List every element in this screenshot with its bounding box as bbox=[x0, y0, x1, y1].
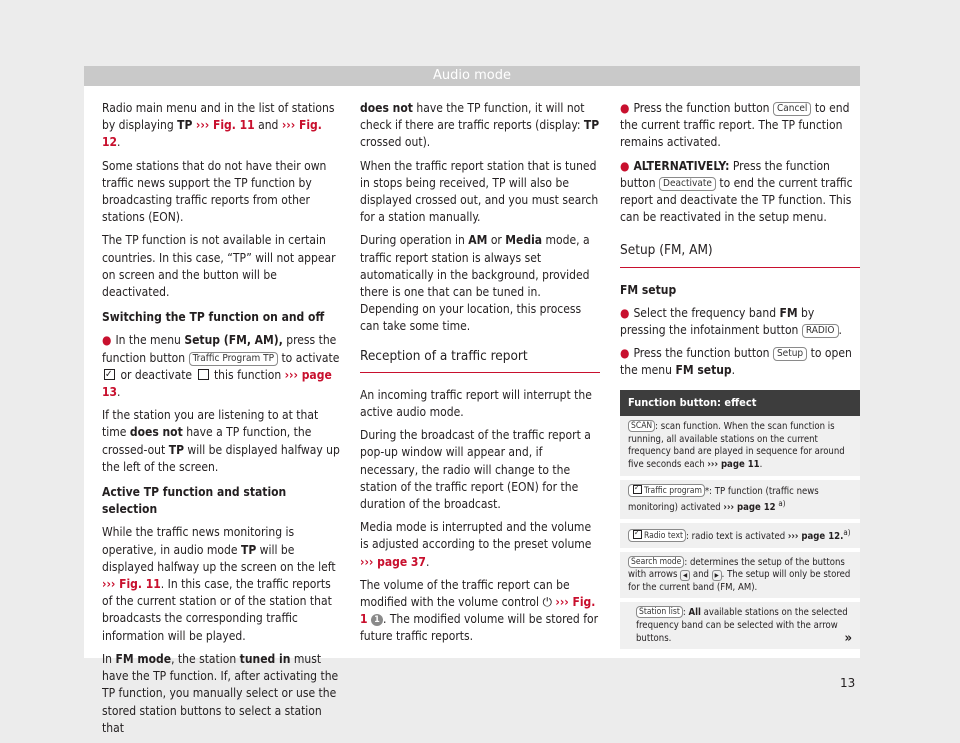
paragraph: Some stations that do not have their own traffic news support the TP function by broadcasting traffic reports from other stations (EON). bbox=[102, 158, 327, 225]
text: to end the current traffic report. The TP function remains activated. bbox=[620, 101, 850, 150]
setup-button[interactable]: Setup bbox=[773, 347, 807, 361]
station-list-button[interactable]: Station list bbox=[636, 606, 683, 618]
text: will be displayed halfway up the screen on the left bbox=[102, 542, 336, 574]
text: , the station bbox=[171, 651, 237, 666]
footnote-marker: a) bbox=[778, 499, 786, 509]
paragraph: During the broadcast of the traffic report a pop-up window will appear and, if necessary, the radio will change to the station of the traffic report (EON) for the duration of the broadcast. bbox=[360, 428, 591, 512]
text: The volume of the traffic report can be modified with the volume control bbox=[360, 577, 570, 610]
arrow-left-icon[interactable]: ◀ bbox=[680, 570, 690, 581]
bullet-item bbox=[620, 100, 860, 152]
paragraph: While the traffic news monitoring is operative, in audio mode TP will be displayed halfway up the screen on the left ››› Fig. 11. In this case, the traffic reports of the current station or of the station that broadcasts the corresponding traffic information will be played. bbox=[102, 525, 336, 643]
heading-rule bbox=[360, 372, 372, 373]
traffic-program-button[interactable]: Traffic Program TP bbox=[189, 352, 278, 366]
function-button-table bbox=[620, 390, 860, 654]
radio-text-button[interactable] bbox=[628, 529, 686, 542]
paragraph: An incoming traffic report will interrupt the active audio mode. bbox=[360, 387, 592, 420]
deactivate-button[interactable]: Deactivate bbox=[659, 177, 716, 191]
bullet-icon: ● bbox=[620, 158, 630, 173]
text: crossed out). bbox=[360, 135, 431, 150]
fig-1-link[interactable]: ››› Fig. 1 bbox=[360, 595, 596, 627]
text: will be displayed halfway up the left of the screen. bbox=[102, 442, 340, 474]
heading-rule bbox=[620, 267, 632, 268]
text: : radio text is activated bbox=[685, 531, 786, 543]
text: : scan function. When the scan function is running, all available stations on the current frequency band are played in sequence for around five seconds each bbox=[628, 421, 845, 471]
text: Press the function button bbox=[620, 158, 830, 190]
paragraph bbox=[360, 100, 600, 152]
paragraph: When the traffic report station that is tuned in stops being received, TP will also be displayed crossed out, and you must search for a station manually. bbox=[360, 158, 599, 225]
subheading: FM setup bbox=[620, 282, 677, 297]
paragraph bbox=[102, 651, 342, 737]
section-title: Setup (FM, AM) bbox=[620, 242, 713, 259]
bullet-icon: ● bbox=[620, 305, 630, 320]
text: mode, a traffic report station is always set automatically in the background, provided there is one that can be tuned in. Depending on your location, this process can take some time. bbox=[360, 233, 590, 334]
tp-label: TP bbox=[168, 442, 184, 457]
checkbox-checked-icon bbox=[104, 369, 115, 380]
text: . The setup will only be stored for the current band (FM, AM). bbox=[628, 569, 851, 593]
emphasis: FM mode bbox=[115, 651, 172, 666]
emphasis: Media bbox=[505, 233, 543, 248]
bullet-icon: ● bbox=[620, 346, 630, 361]
text: In the menu bbox=[115, 333, 181, 348]
text: must have the TP function. If, after activating the TP function, you manually select or use the stored station buttons to select a station that bbox=[102, 651, 339, 735]
text: or deactivate bbox=[120, 367, 193, 382]
scan-button[interactable]: SCAN bbox=[628, 420, 655, 432]
page-number: 13 bbox=[840, 676, 856, 690]
subheading: Active TP function and station selection bbox=[102, 485, 287, 517]
text: to end the current traffic report and deactivate the TP function. This can be reactivated in the setup menu. bbox=[620, 175, 853, 225]
continued-icon: » bbox=[844, 630, 852, 646]
fig-11-link[interactable]: ››› Fig. 11 bbox=[102, 577, 161, 592]
cancel-button[interactable]: Cancel bbox=[773, 102, 811, 116]
column-1 bbox=[102, 100, 342, 743]
footnote-marker: a) bbox=[843, 527, 851, 537]
text: have a TP function, the crossed-out bbox=[102, 425, 312, 457]
text: If the station you are listening to at that time bbox=[102, 408, 319, 440]
fig-12-link[interactable]: ››› Fig. 12 bbox=[102, 118, 322, 150]
column-2 bbox=[360, 100, 600, 652]
text: or bbox=[490, 233, 502, 248]
volume-control-icon: ⏻ bbox=[542, 595, 552, 610]
emphasis: ALTERNATIVELY: bbox=[633, 158, 730, 173]
button-label: Radio text bbox=[644, 531, 683, 542]
tp-label: TP bbox=[583, 118, 600, 133]
button-label: Traffic program bbox=[644, 485, 702, 496]
text: and bbox=[692, 569, 709, 581]
paragraph: Radio main menu and in the list of stations by displaying TP ››› Fig. 11 and ››› Fig. 12. bbox=[102, 101, 335, 150]
text: available stations on the selected frequency band can be selected with the arrow buttons. bbox=[636, 607, 848, 644]
text: Press the function button bbox=[633, 101, 770, 115]
bullet-item: ● Select the frequency band FM by pressing the infotainment button RADIO . bbox=[620, 305, 842, 338]
checkbox-checked-icon bbox=[633, 530, 642, 539]
emphasis: does not bbox=[360, 101, 413, 115]
heading-rule bbox=[632, 267, 860, 268]
text: Media mode is interrupted and the volume is adjusted according to the preset volume bbox=[360, 520, 592, 552]
section-heading bbox=[620, 242, 860, 267]
text: and bbox=[258, 118, 279, 133]
bullet-icon: ● bbox=[102, 333, 112, 348]
search-mode-button[interactable]: Search mode bbox=[628, 556, 684, 568]
table-row bbox=[620, 523, 860, 552]
emphasis: AM bbox=[468, 233, 488, 248]
paragraph: The TP function is not available in certain countries. In this case, “TP” will not appear on screen and the button will be deactivated. bbox=[102, 233, 336, 300]
emphasis: tuned in bbox=[239, 651, 291, 666]
text: While the traffic news monitoring is operative, in audio mode bbox=[102, 525, 295, 557]
bullet-icon: ● bbox=[620, 101, 630, 115]
subheading: Switching the TP function on and off bbox=[102, 310, 325, 325]
column-3 bbox=[620, 100, 860, 653]
text: During operation in bbox=[360, 233, 465, 248]
text: press the function button bbox=[102, 333, 337, 365]
text: to open the menu bbox=[620, 346, 852, 378]
text: have the TP function, it will not check if there are traffic reports (display: bbox=[360, 101, 585, 133]
text: In bbox=[102, 651, 113, 666]
section-heading bbox=[360, 348, 600, 373]
text: this function bbox=[213, 367, 282, 382]
paragraph bbox=[360, 232, 600, 335]
checkbox-unchecked-icon bbox=[198, 369, 209, 380]
arrow-right-icon[interactable]: ▶ bbox=[712, 570, 722, 581]
page-header: Audio mode bbox=[84, 66, 860, 86]
paragraph bbox=[102, 407, 342, 476]
radio-button[interactable]: RADIO bbox=[802, 324, 839, 338]
page-37-link[interactable]: ››› page 37 bbox=[360, 554, 426, 569]
table-row: SCAN : scan function. When the scan function is running, all available stations on the current frequency band are played in sequence for around five seconds each ››› page 11. bbox=[620, 416, 860, 479]
text: The modified volume will be stored for future traffic reports. bbox=[360, 612, 599, 644]
table-row bbox=[620, 552, 860, 603]
page-12-link[interactable]: ››› page 12. bbox=[787, 531, 844, 543]
page-12-link[interactable]: ››› page 12 bbox=[723, 502, 776, 514]
text: In this case, the traffic reports of the current station or of the station that broadcasts the corresponding traffic information will be played. bbox=[102, 577, 332, 643]
text: Radio main menu and in the list of stations by displaying bbox=[102, 101, 335, 133]
text: to activate bbox=[281, 350, 340, 365]
tp-label: TP bbox=[240, 542, 257, 557]
checkbox-checked-icon bbox=[633, 485, 642, 494]
callout-number: 1 bbox=[371, 614, 383, 626]
bullet-item: ● In the menu Setup (FM, AM), press the function button Traffic Program TP to activate ✓ or deactivate this function ››› page 13. bbox=[102, 332, 342, 401]
traffic-program-button[interactable] bbox=[628, 484, 705, 497]
table-header: Function button: effect bbox=[620, 390, 860, 417]
tp-label: TP bbox=[177, 118, 193, 133]
emphasis: All bbox=[688, 607, 701, 619]
table-row bbox=[620, 480, 860, 523]
text: Select the frequency band bbox=[633, 305, 777, 320]
menu-name: FM setup bbox=[675, 363, 732, 378]
page-11-link[interactable]: ››› page 11 bbox=[707, 459, 760, 471]
fig-11-link[interactable]: ››› Fig. 11 bbox=[195, 118, 255, 133]
section-title: Reception of a traffic report bbox=[360, 347, 528, 364]
menu-name: Setup (FM, AM), bbox=[184, 333, 283, 348]
paragraph: Media mode is interrupted and the volume is adjusted according to the preset volume ››› page 37. bbox=[360, 520, 592, 569]
emphasis: FM bbox=[779, 305, 798, 320]
table-row: Station list : All available stations on the selected frequency band can be selected with the arrow buttons. » bbox=[620, 602, 860, 653]
bullet-item bbox=[620, 158, 860, 227]
page-13-link[interactable]: ››› page 13 bbox=[102, 367, 332, 400]
emphasis: does not bbox=[129, 425, 183, 440]
text: Press the function button bbox=[633, 346, 770, 361]
text: *: TP function (traffic news monitoring) activated bbox=[628, 485, 819, 514]
heading-rule bbox=[372, 372, 600, 373]
text: : determines the setup of the buttons with arrows bbox=[628, 556, 845, 581]
text: by pressing the infotainment button bbox=[620, 305, 815, 338]
paragraph: The volume of the traffic report can be modified with the volume control ⏻ ››› Fig. 1 1 . The modified volume will be stored for future traffic reports. bbox=[360, 577, 599, 644]
bullet-item: ● Press the function button Setup to open the menu FM setup. bbox=[620, 346, 852, 378]
